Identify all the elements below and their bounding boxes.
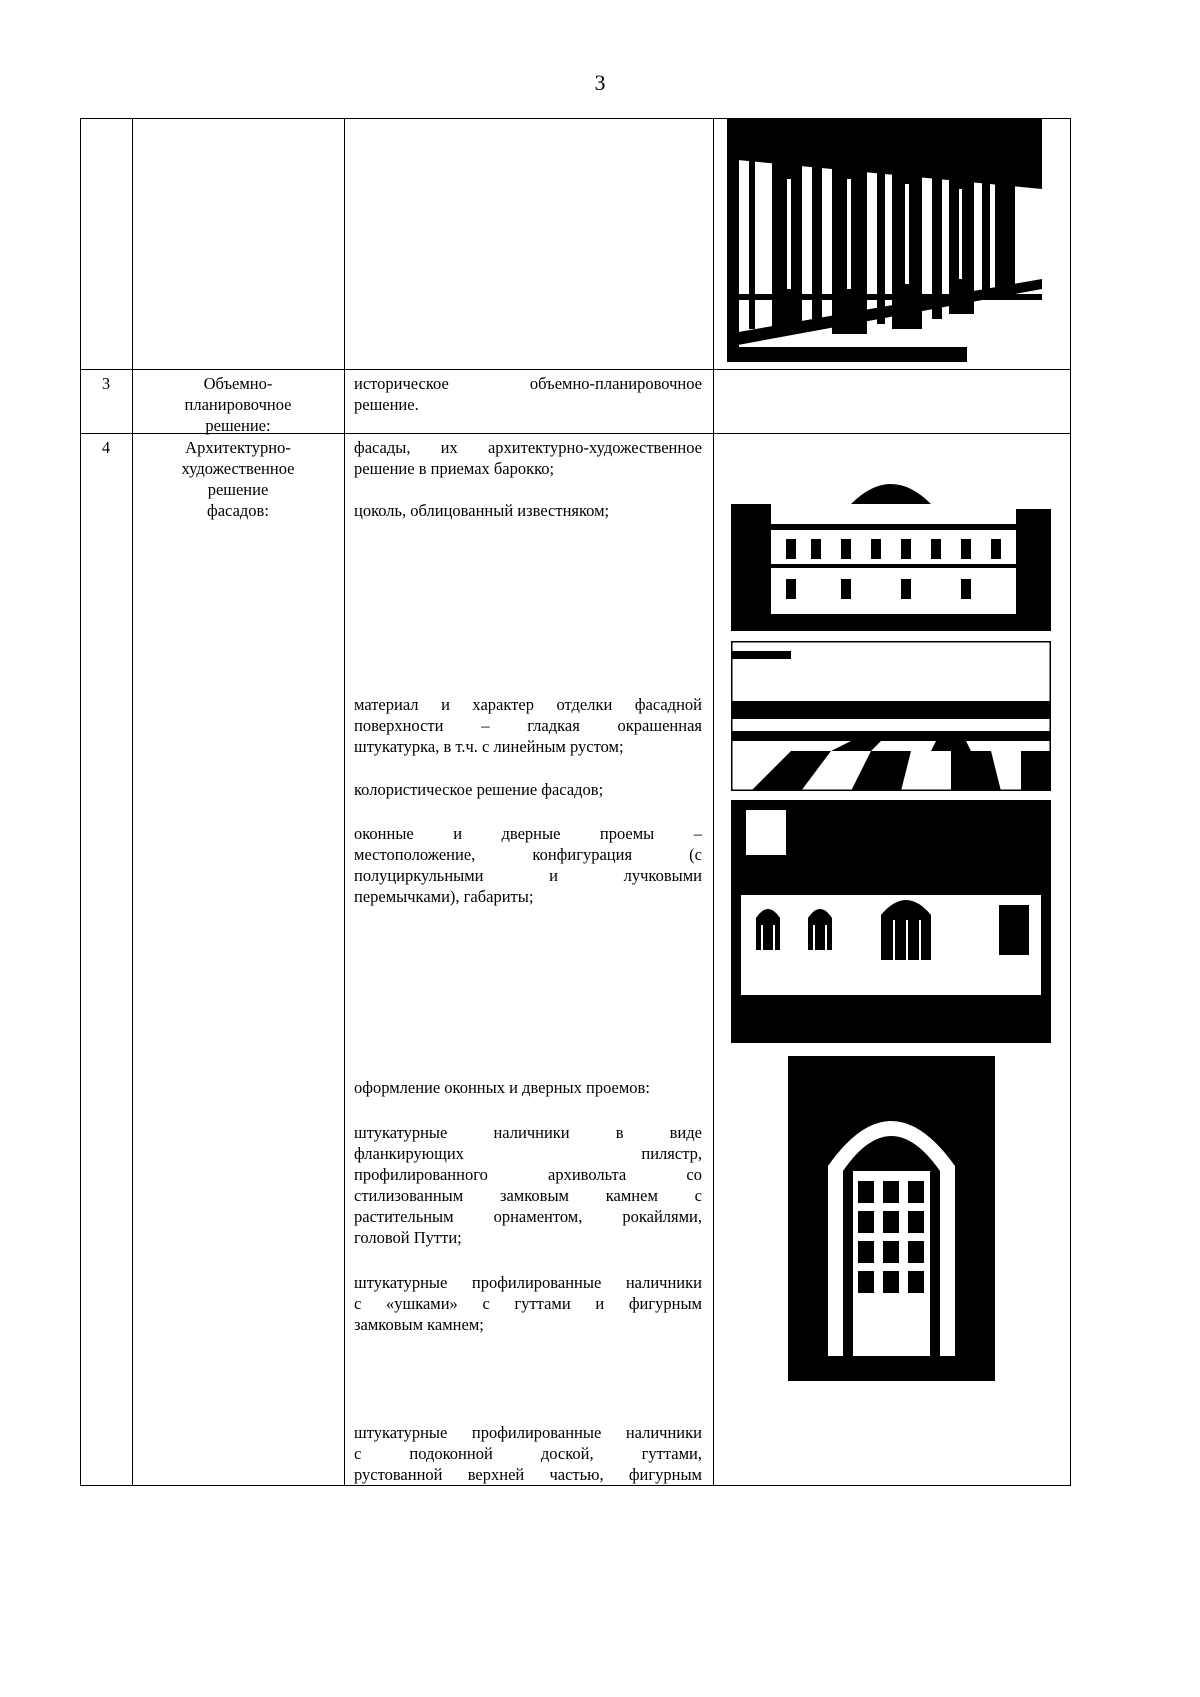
row-3-name: Объемно- планировочное решение:: [184, 374, 292, 435]
desc-plaster-casings-sill: штукатурные профилированные наличники с подоконной доской, гуттами, рустованной верхней частью, фигурным: [354, 1423, 702, 1484]
desc-plaster-casings-pilasters: штукатурные наличники в виде фланкирующих пилястр, профилированного архивольта со стилизованным замковым камнем с растительным орнаментом, рокайлями, головой Путти;: [354, 1123, 702, 1247]
table-row-line-1: [80, 369, 1071, 370]
palace-facade-photo: [731, 464, 1051, 631]
desc-coloristic: колористическое решение фасадов;: [354, 780, 604, 799]
arched-door-photo: [788, 1056, 995, 1381]
desc-openings: оконные и дверные проемы – местоположение, конфигурация (с полуциркульными и лучковыми перемычками), габариты;: [354, 824, 702, 906]
desc-openings-decoration: оформление оконных и дверных проемов:: [354, 1078, 650, 1097]
desc-surface-finish: материал и характер отделки фасадной поверхности – гладкая окрашенная штукатурка, в т.ч. с линейным рустом;: [354, 695, 702, 756]
table-border-right: [1070, 118, 1071, 1486]
arched-windows-photo: [731, 800, 1051, 1043]
table-border-bottom: [80, 1485, 1071, 1486]
desc-plinth: цоколь, облицованный известняком;: [354, 501, 610, 520]
page-number: 3: [594, 70, 606, 95]
colonnade-interior-photo: [727, 119, 1042, 362]
row-4-number: 4: [101, 438, 111, 457]
desc-plaster-casings-ears: штукатурные профилированные наличники с «ушками» с гуттами и фигурным замковым камнем;: [354, 1273, 702, 1334]
table-col-line-2: [344, 118, 345, 1486]
table-col-line-3: [713, 118, 714, 1486]
row-3-description: историческое объемно-планировочное решение.: [354, 374, 702, 414]
row-3-number: 3: [101, 374, 111, 393]
row-4-name: Архитектурно- художественное решение фасадов:: [181, 438, 295, 520]
table-border-left: [80, 118, 81, 1486]
desc-facades: фасады, их архитектурно-художественное решение в приемах барокко;: [354, 438, 702, 478]
courtyard-paving-photo: [731, 641, 1051, 791]
table-col-line-1: [132, 118, 133, 1486]
